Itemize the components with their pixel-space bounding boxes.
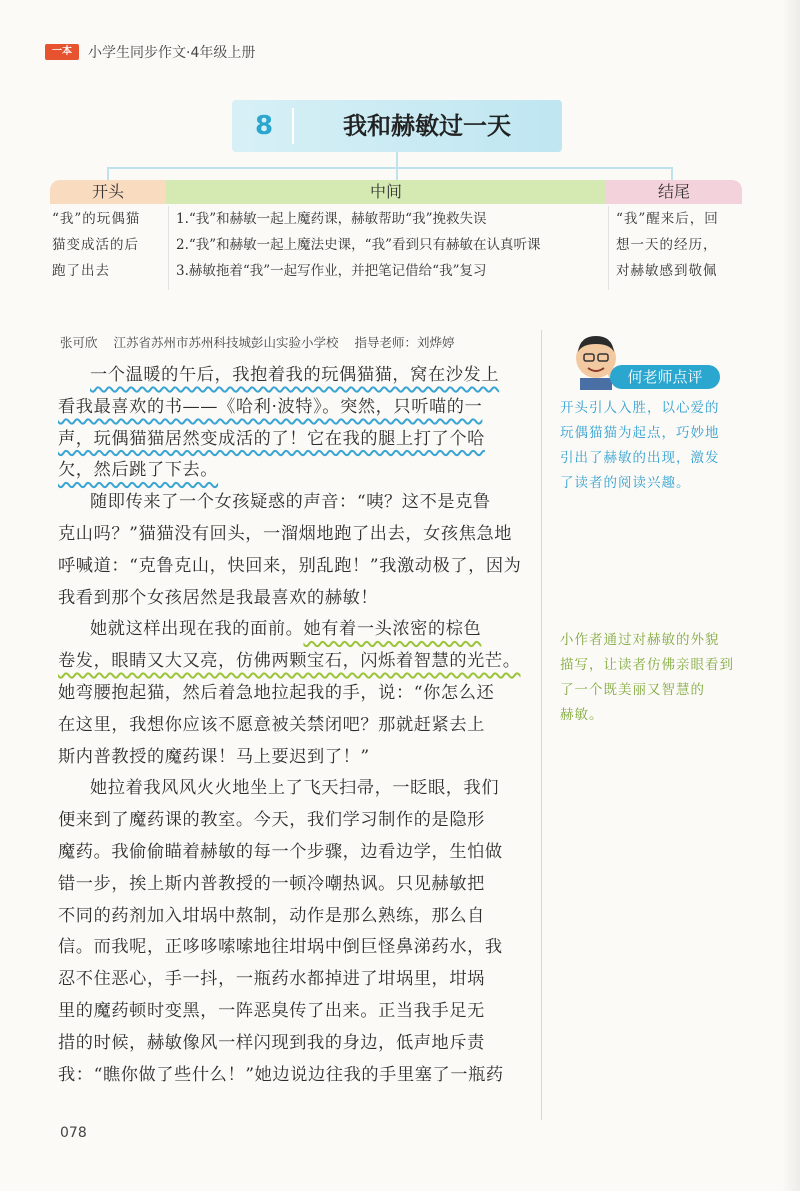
series-title: 小学生同步作文·4年级上册: [88, 45, 256, 61]
essay-line-text: 信。而我呢，正哆哆嗦嗦地往坩埚中倒巨怪鼻涕药水，我: [58, 937, 503, 958]
outline-middle-body: [176, 206, 606, 284]
comment-line: 引出了赫敏的出现，激发: [560, 450, 720, 466]
column-divider: [541, 330, 542, 1120]
essay-line: [58, 1028, 534, 1060]
outline-begin-label: 开头: [50, 180, 166, 204]
essay-line: [58, 583, 534, 615]
essay-line-text: 里的魔药顿时变黑，一阵恶臭传了出来。正当我手足无: [58, 1000, 485, 1021]
essay-line: [58, 614, 534, 646]
comment-line: 描写，让读者仿佛亲眼看到: [560, 657, 734, 673]
essay-line-text: 她就这样出现在我的面前。: [90, 619, 304, 640]
essay-line: [58, 710, 534, 742]
outline-begin-line: 猫变成活的后: [52, 237, 139, 253]
essay-line-text: 魔药。我偷偷瞄着赫敏的每一个步骤，边看边学，生怕做: [58, 841, 503, 862]
essay-line: [58, 424, 534, 456]
author-teacher: 指导老师：刘烨婷: [354, 335, 455, 350]
essay-line: [58, 996, 534, 1028]
comment-line: 了一个既美丽又智慧的: [560, 682, 705, 698]
essay-line-text: 她拉着我风风火火地坐上了飞天扫帚，一眨眼，我们: [90, 778, 500, 799]
essay-line-text: 我看到那个女孩居然是我最喜欢的赫敏！: [58, 587, 379, 608]
essay-line-text: 一个温暖的午后，我抱着我的玩偶猫猫，窝在沙发上: [90, 365, 500, 385]
publisher-logo: 一本: [45, 44, 79, 60]
essay-line: [58, 678, 534, 710]
author-school: 江苏省苏州市苏州科技城彭山实验小学校: [113, 335, 339, 350]
comment-line: 开头引人入胜，以心爱的: [560, 400, 720, 416]
essay-body: [58, 360, 534, 1091]
comment-line: 了读者的阅读兴趣。: [560, 475, 691, 491]
outline-middle-line: 3.赫敏拖着“我”一起写作业，并把笔记借给“我”复习: [176, 263, 487, 279]
author-name: 张可欣: [60, 335, 98, 350]
outline-end-line: 对赫敏感到敬佩: [616, 263, 718, 279]
essay-line: [58, 551, 534, 583]
essay-line-text: 便来到了魔药课的教室。今天，我们学习制作的是隐形: [58, 810, 485, 831]
outline-middle-line: 1.“我”和赫敏一起上魔药课，赫敏帮助“我”挽救失误: [176, 211, 487, 227]
outline-divider: [168, 206, 169, 290]
essay-line: [58, 519, 534, 551]
essay-line-text: 在这里，我想你应该不愿意被关禁闭吧？那就赶紧去上: [58, 714, 485, 735]
essay-line: [58, 646, 534, 678]
essay-line-text: 忍不住恶心，手一抖，一瓶药水都掉进了坩埚里，坩埚: [58, 969, 485, 990]
essay-line-text: 克山吗？”猫猫没有回头，一溜烟地跑了出去，女孩焦急地: [58, 523, 513, 544]
essay-line-text: 她弯腰抱起猫，然后着急地拉起我的手，说：“你怎么还: [58, 682, 495, 703]
essay-line: [58, 837, 534, 869]
comment-line: 赫敏。: [560, 707, 604, 723]
teacher-comment-badge: 何老师点评: [610, 365, 720, 389]
outline-begin-line: 跑了出去: [52, 263, 110, 279]
outline-end-label: 结尾: [606, 180, 742, 204]
chapter-title: 我和赫敏过一天: [343, 111, 511, 140]
essay-line: [58, 487, 534, 519]
essay-line-text: 看我最喜欢的书——《哈利·波特》。突然，只听喵的一: [58, 396, 483, 417]
outline-middle-label: 中间: [166, 180, 606, 204]
essay-line-text: 措的时候，赫敏像风一样闪现到我的身边，低声地斥责: [58, 1032, 485, 1053]
essay-line-text: 卷发，眼睛又大又亮，仿佛两颗宝石，闪烁着智慧的光芒。: [58, 651, 521, 672]
teacher-comment-appearance: [560, 628, 750, 728]
essay-line: [58, 932, 534, 964]
chapter-number: 8: [254, 111, 274, 141]
essay-line-text: 错一步，挨上斯内普教授的一顿冷嘲热讽。只见赫敏把: [58, 873, 485, 894]
essay-line: [58, 360, 534, 392]
outline-end-line: 想一天的经历，: [616, 237, 718, 253]
essay-line: [58, 869, 534, 901]
outline-end-body: [616, 206, 744, 284]
essay-line-text: 斯内普教授的魔药课！马上要迟到了！”: [58, 746, 370, 767]
essay-line: [58, 455, 534, 487]
page-number: 078: [60, 1125, 87, 1141]
comment-line: 小作者通过对赫敏的外貌: [560, 632, 720, 648]
outline-end-line: “我”醒来后，回: [616, 211, 719, 227]
outline-begin-line: “我”的玩偶猫: [52, 211, 141, 227]
outline-begin-body: [52, 206, 164, 284]
essay-line: [58, 742, 534, 774]
outline-divider: [608, 206, 609, 290]
essay-line-text: 随即传来了一个女孩疑惑的声音：“咦？这不是克鲁: [90, 492, 491, 513]
outline-middle-line: 2.“我”和赫敏一起上魔法史课，“我”看到只有赫敏在认真听课: [176, 237, 541, 253]
essay-line: [58, 805, 534, 837]
teacher-comment-opening: [560, 396, 750, 496]
essay-line-text: 不同的药剂加入坩埚中熬制，动作是那么熟练，那么自: [58, 905, 485, 926]
essay-line: [58, 1060, 534, 1092]
outline-connector: [0, 0, 800, 190]
essay-line: [58, 901, 534, 933]
essay-line: [58, 773, 534, 805]
essay-line-text: 声，玩偶猫猫居然变成活的了！它在我的腿上打了个哈: [58, 428, 485, 449]
essay-line-text: 我：“瞧你做了些什么！”她边说边往我的手里塞了一瓶药: [58, 1064, 504, 1085]
essay-line-text: 呼喊道：“克鲁克山，快回来，别乱跑！”我激动极了，因为: [58, 555, 522, 576]
author-line: [60, 333, 467, 351]
comment-line: 玩偶猫猫为起点，巧妙地: [560, 425, 720, 441]
essay-line: [58, 392, 534, 424]
essay-line-highlight: 她有着一头浓密的棕色: [303, 619, 482, 640]
essay-line-text: 欠，然后跳了下去。: [58, 460, 219, 481]
essay-line: [58, 964, 534, 996]
